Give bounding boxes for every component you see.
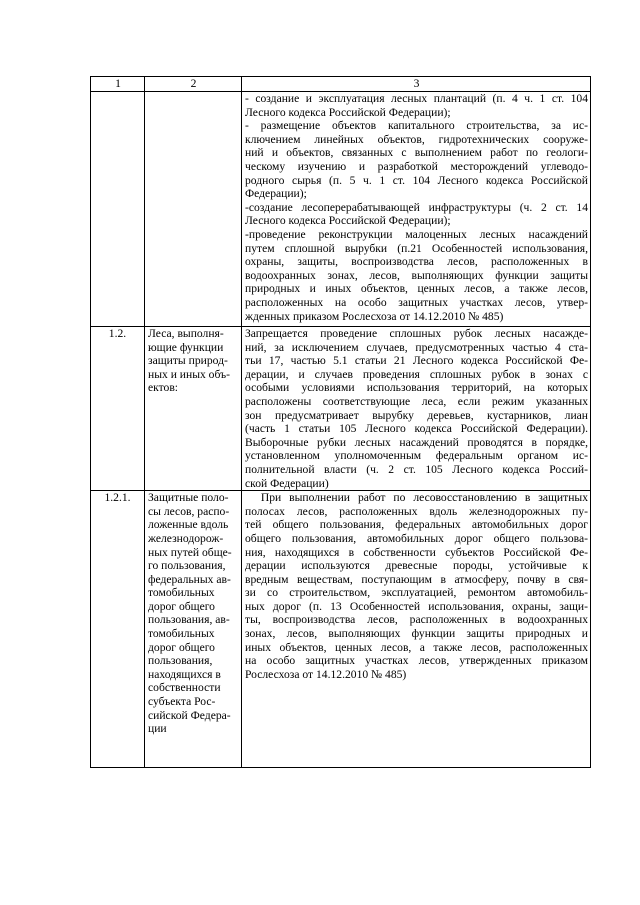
category-line: томобильных bbox=[148, 586, 215, 600]
text-line: путем сплошной вырубки (п.21 Особенностей использования, bbox=[245, 241, 588, 255]
table-row bbox=[91, 92, 591, 327]
text-line: ской Федерации) bbox=[245, 476, 329, 490]
category-line: томобильных bbox=[148, 627, 215, 641]
regulation-text bbox=[242, 491, 591, 768]
text-line: дерации используются древесные породы, устойчивые к bbox=[245, 559, 588, 573]
forest-category bbox=[145, 491, 242, 768]
table-body bbox=[91, 92, 591, 768]
text-line: расположенных на особо защитных участках лесов, утвер- bbox=[245, 295, 588, 309]
text-line: Выборочные рубки лесных насаждений проводятся в порядке, bbox=[245, 435, 588, 449]
category-line: находящихся в bbox=[148, 667, 221, 681]
text-line: зи со строительством, эксплуатацией, ремонтом автомобиль- bbox=[245, 586, 588, 600]
text-line: Лесного кодекса Российской Федерации); bbox=[245, 105, 451, 119]
text-line: Рослесхоза от 14.12.2010 № 485) bbox=[245, 667, 407, 681]
text-line: природных и иных объектов, ценных лесов, а также лесов, bbox=[245, 282, 588, 296]
category-line: ектов: bbox=[148, 381, 179, 395]
text-line: ных дорог (п. 13 Особенностей использования, охраны, защи- bbox=[245, 599, 588, 613]
text-line: родного сырья (п. 5 ч. 1 ст. 104 Лесного кодекса Российской bbox=[245, 173, 588, 187]
table-row bbox=[91, 327, 591, 491]
category-line: дорог общего bbox=[148, 599, 215, 613]
category-line: федеральных ав- bbox=[148, 572, 231, 586]
row-number: 1.2. bbox=[91, 327, 145, 491]
text-line: тьи 17, частью 5.1 статьи 21 Лесного кодекса Российской Фе- bbox=[245, 354, 588, 368]
text-line: При выполнении работ по лесовосстановлению в защитных bbox=[245, 491, 588, 505]
category-line: железнодорож- bbox=[148, 531, 224, 545]
category-line: пользования, ав- bbox=[148, 613, 230, 627]
category-line: ложенные вдоль bbox=[148, 518, 229, 532]
category-line: ции bbox=[148, 722, 167, 736]
text-line: - размещение объектов капитального строительства, за ис- bbox=[245, 119, 588, 133]
category-line: собственности bbox=[148, 681, 221, 695]
category-line: пользования, bbox=[148, 654, 213, 668]
text-line: водоохранных зонах, лесов, выполняющих функции защиты bbox=[245, 268, 588, 282]
text-line: расположены соответствующие леса, если режим указанных bbox=[245, 394, 588, 408]
text-line: дерации, и случаев проведения сплошных рубок в зонах с bbox=[245, 367, 588, 381]
text-line: (часть 1 статьи 105 Лесного кодекса Российской Федерации). bbox=[245, 422, 588, 436]
category-line: сийской Федера- bbox=[148, 708, 231, 722]
row-number: 1.2.1. bbox=[91, 491, 145, 768]
text-line: тей общего пользования, федеральных автомобильных дорог bbox=[245, 518, 588, 532]
text-line: ния, находящихся в собственности субъектов Российской Фе- bbox=[245, 545, 588, 559]
text-line: ний и объектов, связанных с выполнением работ по геологи- bbox=[245, 146, 588, 160]
text-line: - создание и эксплуатация лесных плантаций (п. 4 ч. 1 ст. 104 bbox=[245, 92, 588, 105]
category-line: ных путей обще- bbox=[148, 545, 232, 559]
text-line: Федерации); bbox=[245, 187, 307, 201]
text-line: жденных приказом Рослесхоза от 14.12.2010 № 485) bbox=[245, 309, 504, 323]
text-line: ключением линейных объектов, гидротехнических сооруже- bbox=[245, 132, 588, 146]
text-line: вредным веществам, поступающим в атмосферу, почву в свя- bbox=[245, 572, 588, 586]
category-line: дорог общего bbox=[148, 640, 215, 654]
text-line: полосах лесов, расположенных вдоль железнодорожных пу- bbox=[245, 504, 588, 518]
text-line: полнительной власти (ч. 2 ст. 105 Лесного кодекса Россий- bbox=[245, 462, 588, 476]
text-line: иных объектов, ценных лесов, а также лесов, расположенных bbox=[245, 640, 588, 654]
text-line: Лесного кодекса Российской Федерации); bbox=[245, 214, 451, 228]
forest-category bbox=[145, 92, 242, 327]
regulation-text bbox=[242, 92, 591, 327]
text-line: -проведение реконструкции малоценных лесных насаждений bbox=[245, 227, 588, 241]
text-line: общего пользования, автомобильных дорог общего пользова- bbox=[245, 531, 588, 545]
text-line: зон предусматривает вырубку деревьев, кустарников, лиан bbox=[245, 408, 588, 422]
text-line: ты, воспроизводства лесов, расположенных в водоохранных bbox=[245, 613, 588, 627]
text-line: на особо защитных участках лесов, утвержденных приказом bbox=[245, 654, 588, 668]
text-line: зонах, лесов, выполняющих функции защиты природных и bbox=[245, 627, 588, 641]
category-line: го пользования, bbox=[148, 559, 226, 573]
column-header-3: 3 bbox=[242, 77, 591, 92]
text-line: особыми условиями использования территорий, на которых bbox=[245, 381, 588, 395]
text-line: ческому изучению и разработкой месторождений углеводо- bbox=[245, 159, 588, 173]
forest-category bbox=[145, 327, 242, 491]
column-header-1: 1 bbox=[91, 77, 145, 92]
document-table bbox=[90, 76, 591, 768]
table-row bbox=[91, 491, 591, 768]
category-line: ющие функции bbox=[148, 340, 224, 354]
text-line: -создание лесоперерабатывающей инфраструктуры (ч. 2 ст. 14 bbox=[245, 200, 588, 214]
regulation-text bbox=[242, 327, 591, 491]
category-line: Леса, выполня- bbox=[148, 327, 224, 340]
category-line: Защитные поло- bbox=[148, 491, 229, 505]
text-line: охраны, защиты, воспроизводства лесов, расположенных в bbox=[245, 255, 588, 269]
category-line: защиты природ- bbox=[148, 354, 228, 368]
row-number bbox=[91, 92, 145, 327]
table-header-row bbox=[91, 77, 591, 92]
text-line: Запрещается проведение сплошных рубок лесных насажде- bbox=[245, 327, 588, 340]
column-header-2: 2 bbox=[145, 77, 242, 92]
category-line: субъекта Рос- bbox=[148, 695, 216, 709]
category-line: ных и иных объ- bbox=[148, 367, 230, 381]
text-line: ний, за исключением случаев, предусмотренных частью 4 ста- bbox=[245, 340, 588, 354]
category-line: сы лесов, распо- bbox=[148, 504, 230, 518]
text-line: установленном уполномоченным федеральным органом ис- bbox=[245, 449, 588, 463]
